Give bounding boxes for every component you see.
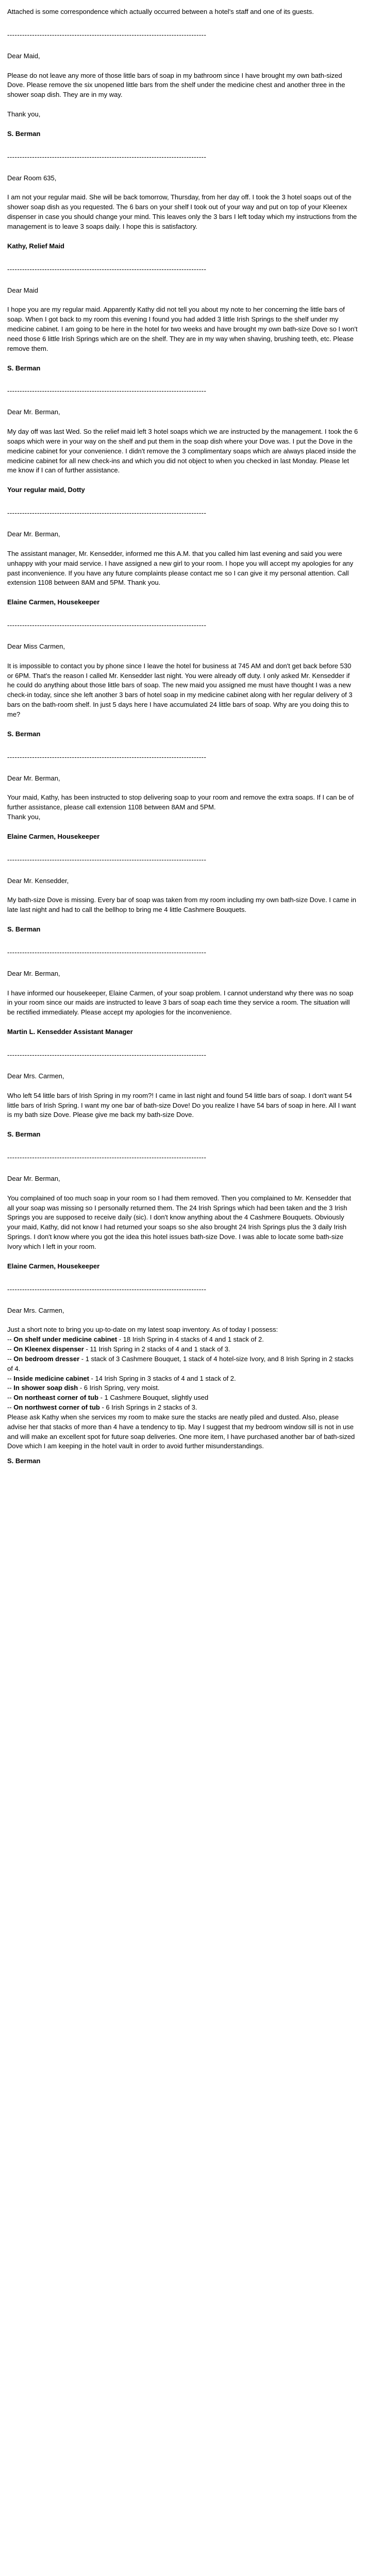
letter-salutation: Dear Miss Carmen,: [7, 642, 65, 650]
inventory-item: [7, 1335, 359, 1345]
divider: --------------------------------------------------------------------------------: [7, 509, 207, 517]
inventory-item-location: On Kleenex dispenser: [13, 1345, 84, 1353]
divider: --------------------------------------------------------------------------------: [7, 387, 207, 395]
letter: [7, 386, 359, 495]
letter: [7, 753, 359, 842]
letter-signature: Elaine Carmen, Housekeeper: [7, 598, 100, 606]
letter-paragraph: The assistant manager, Mr. Kensedder, informed me this A.M. that you called him last evening and said you were unhappy with your maid service. I have assigned a new girl to your room. I hope you will accept my apologies for any past inconvenience. If you have any future complaints please contact me so I can give it my personal attention. Call extension 1108 between 8AM and 5PM. Thank you.: [7, 549, 354, 587]
inventory-item: [7, 1383, 359, 1393]
letter-paragraph: It is impossible to contact you by phone since I leave the hotel for business at 745 AM and don't get back before 530 or 6PM. That's the reason I called Mr. Kensedder last night. You were already off duty. I only asked Mr. Kensedder if he could do anything about those little bars of soap. The new maid you assigned me must have thought I was a new check-in today, since she left another 3 bars of hotel soap in my medicine cabinet along with her regular delivery of 3 bars on the bath-room shelf. In just 5 days here I have accumulated 24 little bars of soap. Why are you doing this to me?: [7, 662, 353, 718]
letter-signature: S. Berman: [7, 364, 41, 372]
letter-signature: Kathy, Relief Maid: [7, 242, 65, 250]
letter-salutation: Dear Mr. Kensedder,: [7, 876, 69, 885]
letter-salutation: Dear Maid: [7, 286, 38, 294]
letter-salutation: Dear Mr. Berman,: [7, 969, 60, 977]
letter-salutation: Dear Mrs. Carmen,: [7, 1306, 64, 1314]
inventory-item-location: Inside medicine cabinet: [13, 1374, 89, 1382]
letter-signature: S. Berman: [7, 730, 41, 738]
inventory-item-detail: - 14 Irish Spring in 3 stacks of 4 and 1 stack of 2.: [89, 1374, 236, 1382]
letter-signature: Elaine Carmen, Housekeeper: [7, 1262, 100, 1270]
item-bullet: --: [7, 1345, 14, 1353]
item-bullet: --: [7, 1394, 14, 1402]
letter-signature: S. Berman: [7, 1457, 41, 1465]
divider: --------------------------------------------------------------------------------: [7, 265, 207, 273]
divider: --------------------------------------------------------------------------------: [7, 30, 207, 39]
inventory-item-detail: - 18 Irish Spring in 4 stacks of 4 and 1 stack of 2.: [117, 1335, 264, 1344]
inventory-intro: Just a short note to bring you up-to-date on my latest soap inventory. As of today I possess:: [7, 1326, 278, 1334]
item-bullet: --: [7, 1384, 14, 1392]
inventory-item: [7, 1354, 359, 1374]
letter-salutation: Dear Mr. Berman,: [7, 1174, 60, 1182]
inventory-item: [7, 1345, 359, 1354]
letter-paragraph: I am not your regular maid. She will be back tomorrow, Thursday, from her day off. I took the 3 hotel soaps out of the shower soap dish as you requested. The 6 bars on your shelf I took out of your way and put on top of your Kleenex dispenser in case you should change your mind. This leaves only the 3 bars I left today which my instructions from the management is to leave 3 soaps daily. I hope this is satisfactory.: [7, 193, 357, 230]
inventory-item: [7, 1374, 359, 1384]
letter-signature: Martin L. Kensedder Assistant Manager: [7, 1028, 133, 1036]
divider: --------------------------------------------------------------------------------: [7, 855, 207, 863]
letter-salutation: Dear Mr. Berman,: [7, 530, 60, 538]
letter: [7, 509, 359, 607]
divider: --------------------------------------------------------------------------------: [7, 621, 207, 630]
letter-paragraph: You complained of too much soap in your room so I had them removed. Then you complained to Mr. Kensedder that all your soap was missing so I personally returned them. The 24 Irish Springs which had been taken and the 3 Irish Springs you are supposed to receive daily (sic). I don't know anything about the 4 Cashmere Bouquets. Obviously your maid, Kathy, did not know I had returned your soaps so she also brought 24 Irish Springs plus the 3 daily Irish Springs. I don't know where you got the idea this hotel issues bath-size Dove. I was able to locate some bath-size Ivory which I left in your room.: [7, 1194, 351, 1250]
inventory-list: [7, 1335, 359, 1413]
letter-paragraph: Your maid, Kathy, has been instructed to stop delivering soap to your room and remove the extra soaps. If I can be of further assistance, please call extension 1108 between 8AM and 5PM. Thank you,: [7, 793, 354, 821]
intro-text: Attached is some correspondence which actually occurred between a hotel's staff and one of its guests.: [7, 8, 314, 15]
letter-salutation: Dear Room 635,: [7, 174, 57, 182]
letter-salutation: Dear Maid,: [7, 52, 40, 60]
inventory-item-location: On bedroom dresser: [13, 1354, 80, 1363]
letter-paragraph: I have informed our housekeeper, Elaine Carmen, of your soap problem. I cannot understand why there was no soap in your room since our maids are instructed to leave 3 bars of soap each time they service a room. The situation will be rectified immediately. Please accept my apologies for the inconvenience.: [7, 989, 354, 1016]
letter-signature: S. Berman: [7, 925, 41, 934]
inventory-item-location: On northeast corner of tub: [13, 1394, 98, 1402]
divider: --------------------------------------------------------------------------------: [7, 1051, 207, 1059]
letter-signature: Elaine Carmen, Housekeeper: [7, 832, 100, 840]
letter-paragraph: Thank you,: [7, 110, 41, 118]
letter: [7, 1153, 359, 1272]
letter-signature: S. Berman: [7, 129, 41, 138]
letter-paragraph: My bath-size Dove is missing. Every bar of soap was taken from my room including my own bath-size Dove. I came in late last night and had to call the bellhop to bring me 4 little Cashmere Bouquets.: [7, 896, 356, 914]
final-letter: [7, 1285, 359, 1467]
inventory-item-location: In shower soap dish: [13, 1384, 78, 1392]
letter: [7, 152, 359, 251]
inventory-item-detail: - 6 Irish Springs in 2 stacks of 3.: [99, 1403, 197, 1412]
item-bullet: --: [7, 1403, 14, 1412]
letter-signature: S. Berman: [7, 1130, 41, 1139]
letter-signature: Your regular maid, Dotty: [7, 486, 85, 494]
inventory-item-detail: - 1 Cashmere Bouquet, slightly used: [98, 1394, 209, 1402]
letter-salutation: Dear Mrs. Carmen,: [7, 1072, 64, 1080]
letter-paragraph: Please do not leave any more of those little bars of soap in my bathroom since I have brought my own bath-sized Dove. Please remove the six unopened little bars from the shelf under the medicine chest and another three in the shower soap dish. They are in my way.: [7, 71, 345, 99]
inventory-item: [7, 1403, 359, 1413]
letter: [7, 265, 359, 374]
inventory-item: [7, 1393, 359, 1403]
item-bullet: --: [7, 1335, 14, 1344]
inventory-item-detail: - 6 Irish Spring, very moist.: [78, 1384, 160, 1392]
divider: --------------------------------------------------------------------------------: [7, 1285, 207, 1293]
inventory-item-detail: - 11 Irish Spring in 2 stacks of 4 and 1 stack of 3.: [84, 1345, 230, 1353]
inventory-outro: Please ask Kathy when she services my room to make sure the stacks are neatly piled and dusted. Also, please advise her that stacks of more than 4 have a tendency to tip. May I suggest that my bedroom window sill is not in use and will make an excellent spot for future soap deliveries. One more item, I have purchased another bar of bath-sized Dove which I am keeping in the hotel vault in order to avoid further misunderstandings.: [7, 1413, 355, 1450]
letter-paragraph: My day off was last Wed. So the relief maid left 3 hotel soaps which we are instructed by the management. I took the 6 soaps which were in your way on the shelf and put them in the soap dish where your Dove was. I put the Dove in the medicine cabinet for your convenience. I didn't remove the 3 complimentary soaps which are always placed inside the medicine cabinet for all new check-ins and which you did not object to when you checked in last Monday. Please let me know if I can of further assistance.: [7, 428, 358, 474]
letter: [7, 30, 359, 139]
letter-salutation: Dear Mr. Berman,: [7, 408, 60, 416]
letter-paragraph: Who left 54 little bars of Irish Spring in my room?! I came in last night and found 54 little bars of soap. I don't want 54 little bars of Irish Spring. I want my one bar of bath-size Dove! Do you realize I have 54 bars of soap in here. All I want is my bath size Dove. Please give me back my bath-size Dove.: [7, 1091, 356, 1119]
divider: --------------------------------------------------------------------------------: [7, 753, 207, 761]
letter-salutation: Dear Mr. Berman,: [7, 774, 60, 782]
divider: --------------------------------------------------------------------------------: [7, 948, 207, 956]
divider: --------------------------------------------------------------------------------: [7, 1154, 207, 1162]
divider: --------------------------------------------------------------------------------: [7, 152, 207, 161]
inventory-item-detail: - 1 stack of 3 Cashmere Bouquet, 1 stack of 4 hotel-size Ivory, and 8 Irish Spring in 2 stacks of 4.: [7, 1354, 354, 1372]
letters-container: [7, 30, 359, 1272]
letter: [7, 621, 359, 739]
letter: [7, 1050, 359, 1140]
letter: [7, 948, 359, 1037]
letter-paragraph: I hope you are my regular maid. Apparently Kathy did not tell you about my note to her concerning the little bars of soap. When I got back to my room this evening I found you had added 3 little Irish Springs to the shelf under my medicine cabinet. I am going to be here in the hotel for two weeks and have brought my own bath-size Dove so I won't need those 6 little Irish Springs which are on the shelf. They are in my way when shaving, brushing teeth, etc. Please remove them.: [7, 306, 358, 352]
letter: [7, 855, 359, 935]
inventory-item-location: On northwest corner of tub: [13, 1403, 100, 1412]
item-bullet: --: [7, 1354, 14, 1363]
inventory-item-location: On shelf under medicine cabinet: [13, 1335, 118, 1344]
item-bullet: --: [7, 1374, 14, 1382]
